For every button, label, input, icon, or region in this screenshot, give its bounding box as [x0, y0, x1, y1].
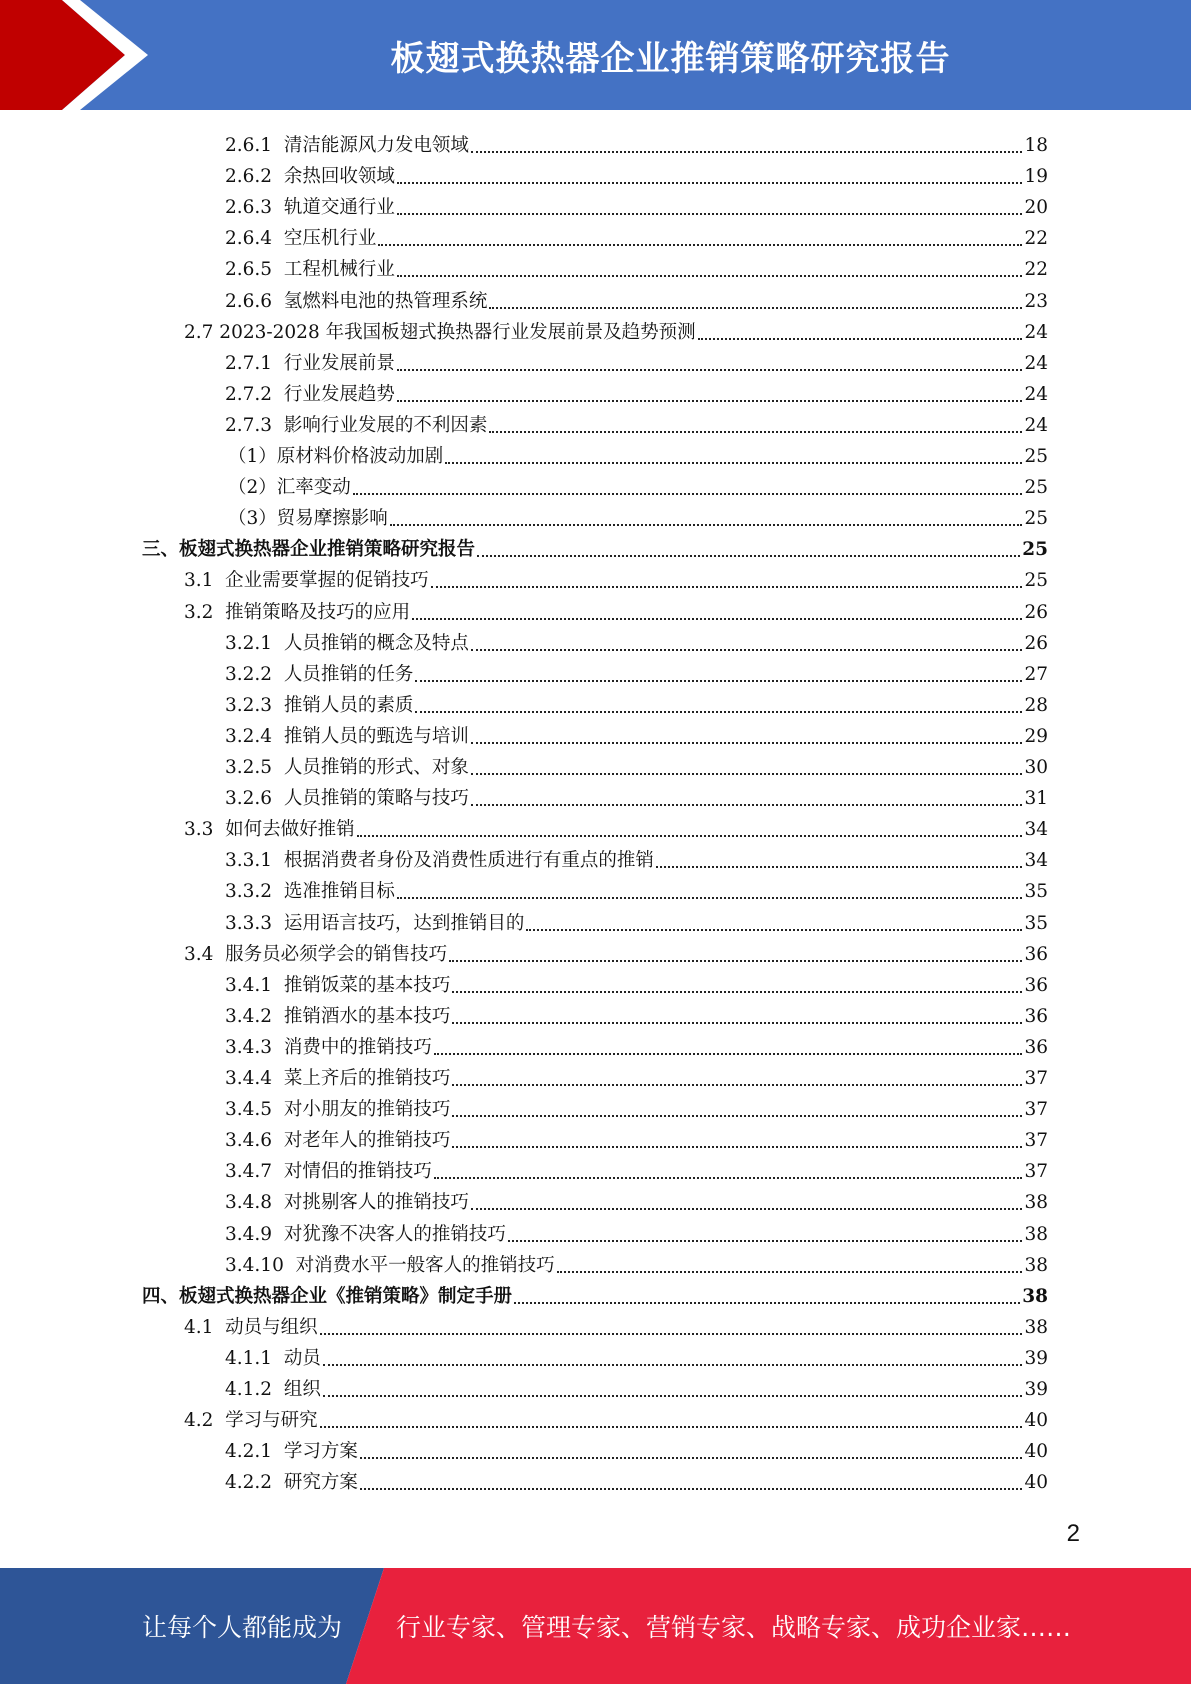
toc-entry[interactable]: [184, 1401, 1048, 1432]
toc-entry[interactable]: [225, 655, 1048, 686]
toc-entry[interactable]: [225, 1463, 1048, 1494]
toc-leader-dots: [452, 1115, 1022, 1117]
toc-entry-label: 四、板翅式换热器企业《推销策略》制定手册: [142, 1285, 513, 1307]
toc-entry[interactable]: [228, 437, 1048, 468]
toc-leader-dots: [415, 711, 1022, 713]
toc-entry-label: 4.2.2 研究方案: [225, 1472, 358, 1494]
toc-leader-dots: [452, 1146, 1022, 1148]
toc-entry-label: 3.3.2 选准推销目标: [225, 881, 395, 903]
toc-entry[interactable]: [225, 1339, 1048, 1370]
toc-entry-page: 37: [1024, 1099, 1048, 1121]
toc-entry[interactable]: [225, 717, 1048, 748]
toc-leader-dots: [452, 1084, 1022, 1086]
toc-entry-page: 28: [1024, 694, 1048, 716]
toc-entry-label: 4.2 学习与研究: [184, 1410, 318, 1432]
toc-entry[interactable]: [225, 250, 1048, 281]
toc-entry-page: 39: [1024, 1347, 1048, 1369]
toc-entry[interactable]: [225, 904, 1048, 935]
toc-entry-label: 3.3 如何去做好推销: [184, 819, 355, 841]
toc-leader-dots: [323, 1395, 1023, 1397]
toc-entry-page: 26: [1024, 601, 1048, 623]
page-footer: [0, 1568, 1191, 1684]
toc-leader-dots: [378, 244, 1022, 246]
toc-entry[interactable]: [225, 872, 1048, 903]
toc-entry-label: 4.1 动员与组织: [184, 1316, 318, 1338]
toc-entry-page: 40: [1024, 1441, 1048, 1463]
toc-entry[interactable]: [228, 499, 1048, 530]
toc-entry-page: 37: [1024, 1161, 1048, 1183]
toc-entry-label: 3.1 企业需要掌握的促销技巧: [184, 570, 429, 592]
toc-entry[interactable]: [225, 188, 1048, 219]
footer-slogan-left: 让每个人都能成为: [142, 1613, 343, 1642]
toc-entry[interactable]: [225, 406, 1048, 437]
toc-entry-label: 3.4.1 推销饭菜的基本技巧: [225, 974, 451, 996]
toc-leader-dots: [471, 649, 1023, 651]
toc-entry-page: 37: [1024, 1130, 1048, 1152]
toc-entry-page: 38: [1024, 1254, 1048, 1276]
toc-entry[interactable]: [228, 468, 1048, 499]
toc-leader-dots: [471, 1208, 1023, 1210]
toc-entry-label: 3.2.6 人员推销的策略与技巧: [225, 788, 469, 810]
toc-leader-dots: [390, 524, 1023, 526]
toc-entry-page: 37: [1024, 1068, 1048, 1089]
toc-entry-label: 3.4.5 对小朋友的推销技巧: [225, 1099, 451, 1121]
toc-leader-dots: [526, 929, 1022, 931]
toc-entry-page: 38: [1024, 1192, 1048, 1214]
toc-leader-dots: [412, 618, 1022, 620]
toc-entry-page: 20: [1024, 197, 1048, 219]
toc-entry-label: 3.3.1 根据消费者身份及消费性质进行有重点的推销: [225, 850, 654, 872]
toc-entry-label: 2.7 2023-2028 年我国板翅式换热器行业发展前景及趋势预测: [184, 321, 696, 343]
toc-entry-page: 25: [1024, 477, 1048, 499]
toc-entry-label: 2.7.2 行业发展趋势: [225, 383, 395, 405]
toc-entry-label: 2.6.3 轨道交通行业: [225, 197, 395, 219]
toc-leader-dots: [434, 1053, 1023, 1055]
toc-entry-label: 3.4.2 推销酒水的基本技巧: [225, 1005, 451, 1027]
toc-leader-dots: [397, 400, 1023, 402]
toc-leader-dots: [415, 680, 1022, 682]
toc-entry[interactable]: [184, 935, 1048, 966]
toc-entry-label: 3.3.3 运用语言技巧，达到推销目的: [225, 912, 525, 934]
toc-leader-dots: [320, 1333, 1023, 1335]
toc-entry[interactable]: [225, 748, 1048, 779]
toc-entry-label: （3）贸易摩擦影响: [228, 508, 388, 530]
toc-entry-label: 3.4.4 菜上齐后的推销技巧: [225, 1068, 451, 1089]
toc-entry-page: 38: [1024, 1316, 1048, 1338]
toc-entry-label: 三、板翅式换热器企业推销策略研究报告: [142, 539, 476, 561]
toc-leader-dots: [514, 1302, 1020, 1304]
toc-entry-label: 3.2.1 人员推销的概念及特点: [225, 632, 469, 654]
toc-entry-page: 18: [1024, 135, 1048, 156]
toc-entry-page: 31: [1024, 788, 1048, 810]
toc-leader-dots: [489, 431, 1022, 433]
toc-entry-page: 25: [1024, 508, 1048, 530]
toc-entry-label: 2.6.4 空压机行业: [225, 228, 377, 250]
toc-entry-page: 38: [1022, 1285, 1048, 1307]
toc-entry-page: 40: [1024, 1472, 1048, 1494]
toc-leader-dots: [471, 151, 1023, 153]
toc-entry-page: 25: [1024, 570, 1048, 592]
toc-entry-page: 25: [1024, 446, 1048, 467]
toc-entry-label: 2.6.1 清洁能源风力发电领域: [225, 135, 469, 156]
toc-entry[interactable]: [225, 997, 1048, 1028]
toc-entry[interactable]: [225, 219, 1048, 250]
toc-leader-dots: [434, 1177, 1023, 1179]
toc-entry[interactable]: [225, 1090, 1048, 1121]
toc-entry[interactable]: [225, 1059, 1048, 1090]
toc-entry-page: 30: [1024, 757, 1048, 778]
toc-entry-label: 3.2 推销策略及技巧的应用: [184, 601, 411, 623]
toc-leader-dots: [656, 866, 1023, 868]
toc-entry[interactable]: [225, 966, 1048, 997]
toc-leader-dots: [323, 1364, 1023, 1366]
toc-entry[interactable]: [225, 1246, 1048, 1277]
toc-leader-dots: [320, 1426, 1023, 1428]
toc-entry-label: 4.2.1 学习方案: [225, 1441, 358, 1463]
toc-entry[interactable]: [225, 624, 1048, 655]
toc-leader-dots: [445, 462, 1022, 464]
toc-leader-dots: [449, 960, 1022, 962]
toc-leader-dots: [557, 1271, 1023, 1273]
toc-entry-label: 3.4.9 对犹豫不决客人的推销技巧: [225, 1223, 506, 1245]
toc-leader-dots: [452, 1022, 1022, 1024]
toc-entry-page: 23: [1024, 290, 1048, 312]
toc-entry-page: 35: [1024, 881, 1048, 903]
toc-entry-page: 24: [1024, 383, 1048, 405]
toc-leader-dots: [508, 1240, 1023, 1242]
toc-leader-dots: [397, 182, 1023, 184]
toc-entry-label: 3.4.8 对挑剔客人的推销技巧: [225, 1192, 469, 1214]
toc-leader-dots: [360, 1457, 1023, 1459]
toc-entry[interactable]: [225, 1152, 1048, 1183]
toc-entry[interactable]: [184, 810, 1048, 841]
toc-entry-label: 3.4.10 对消费水平一般客人的推销技巧: [225, 1254, 555, 1276]
toc-entry-label: （1）原材料价格波动加剧: [228, 446, 444, 467]
toc-entry[interactable]: [225, 686, 1048, 717]
toc-entry-page: 24: [1024, 414, 1048, 436]
toc-entry-label: 3.2.5 人员推销的形式、对象: [225, 757, 469, 778]
toc-entry-label: 3.4.7 对情侣的推销技巧: [225, 1161, 432, 1183]
toc-entry-page: 27: [1024, 663, 1048, 685]
toc-entry-page: 34: [1024, 819, 1048, 841]
page-number: 2: [1066, 1520, 1080, 1547]
toc-leader-dots: [397, 213, 1023, 215]
toc-entry[interactable]: [225, 1370, 1048, 1401]
toc-entry-label: 3.4 服务员必须学会的销售技巧: [184, 943, 448, 965]
toc-entry-page: 36: [1024, 1005, 1048, 1027]
toc-entry-page: 22: [1024, 259, 1048, 281]
toc-entry-page: 40: [1024, 1410, 1048, 1432]
toc-entry-page: 26: [1024, 632, 1048, 654]
toc-leader-dots: [397, 369, 1023, 371]
toc-entry[interactable]: [225, 1215, 1048, 1246]
toc-entry-page: 24: [1024, 321, 1048, 343]
toc-entry-label: 3.4.3 消费中的推销技巧: [225, 1036, 432, 1058]
toc-entry-label: 4.1.2 组织: [225, 1379, 321, 1400]
toc-entry[interactable]: [225, 375, 1048, 406]
toc-entry[interactable]: [184, 593, 1048, 624]
toc-entry-label: 3.2.4 推销人员的甄选与培训: [225, 725, 469, 747]
toc-entry[interactable]: [225, 1121, 1048, 1152]
toc-entry[interactable]: [225, 841, 1048, 872]
toc-entry[interactable]: [225, 157, 1048, 188]
toc-entry[interactable]: [225, 1028, 1048, 1059]
toc-entry-label: 2.6.2 余热回收领域: [225, 166, 395, 188]
toc-entry[interactable]: [142, 1277, 1048, 1308]
toc-leader-dots: [471, 742, 1023, 744]
toc-entry-page: 19: [1024, 166, 1048, 188]
toc-entry-page: 29: [1024, 725, 1048, 747]
toc-leader-dots: [357, 835, 1023, 837]
toc-entry-page: 36: [1024, 943, 1048, 965]
toc-leader-dots: [452, 991, 1022, 993]
toc-leader-dots: [431, 586, 1023, 588]
toc-entry-page: 24: [1024, 352, 1048, 374]
toc-entry-label: 2.7.1 行业发展前景: [225, 352, 395, 374]
toc-entry-label: （2）汇率变动: [228, 477, 351, 499]
toc-leader-dots: [397, 897, 1023, 899]
toc-entry-label: 2.7.3 影响行业发展的不利因素: [225, 414, 488, 436]
toc-leader-dots: [489, 307, 1022, 309]
toc-entry-page: 34: [1024, 850, 1048, 872]
toc-entry-page: 25: [1022, 539, 1048, 561]
toc-entry-page: 38: [1024, 1223, 1048, 1245]
toc-entry-page: 35: [1024, 912, 1048, 934]
toc-entry[interactable]: [184, 313, 1048, 344]
toc-leader-dots: [360, 1488, 1023, 1490]
toc-entry[interactable]: [142, 530, 1048, 561]
toc-entry-page: 36: [1024, 974, 1048, 996]
toc-leader-dots: [471, 804, 1023, 806]
toc-entry[interactable]: [225, 1432, 1048, 1463]
toc-entry-label: 3.2.2 人员推销的任务: [225, 663, 414, 685]
toc-entry-label: 4.1.1 动员: [225, 1347, 321, 1369]
toc-entry-page: 39: [1024, 1379, 1048, 1400]
toc-entry[interactable]: [225, 779, 1048, 810]
toc-entry[interactable]: [225, 282, 1048, 313]
toc-leader-dots: [698, 338, 1023, 340]
toc-entry-label: 3.4.6 对老年人的推销技巧: [225, 1130, 451, 1152]
toc-entry-label: 3.2.3 推销人员的素质: [225, 694, 414, 716]
footer-slogan-right: 行业专家、管理专家、营销专家、战略专家、成功企业家……: [396, 1613, 1072, 1642]
toc-leader-dots: [353, 493, 1023, 495]
toc-leader-dots: [477, 555, 1020, 557]
toc-entry[interactable]: [225, 1183, 1048, 1214]
toc-entry-label: 2.6.5 工程机械行业: [225, 259, 395, 281]
toc-leader-dots: [397, 275, 1023, 277]
toc-entry[interactable]: [184, 561, 1048, 592]
toc-leader-dots: [471, 773, 1023, 775]
page-header: [0, 0, 1191, 110]
toc-entry-page: 22: [1024, 228, 1048, 250]
toc-entry[interactable]: [225, 344, 1048, 375]
toc-entry[interactable]: [225, 126, 1048, 157]
toc-entry-label: 2.6.6 氢燃料电池的热管理系统: [225, 290, 488, 312]
toc-entry-page: 36: [1024, 1036, 1048, 1058]
toc-entry[interactable]: [184, 1308, 1048, 1339]
report-title: 板翅式换热器企业推销策略研究报告: [390, 38, 951, 79]
